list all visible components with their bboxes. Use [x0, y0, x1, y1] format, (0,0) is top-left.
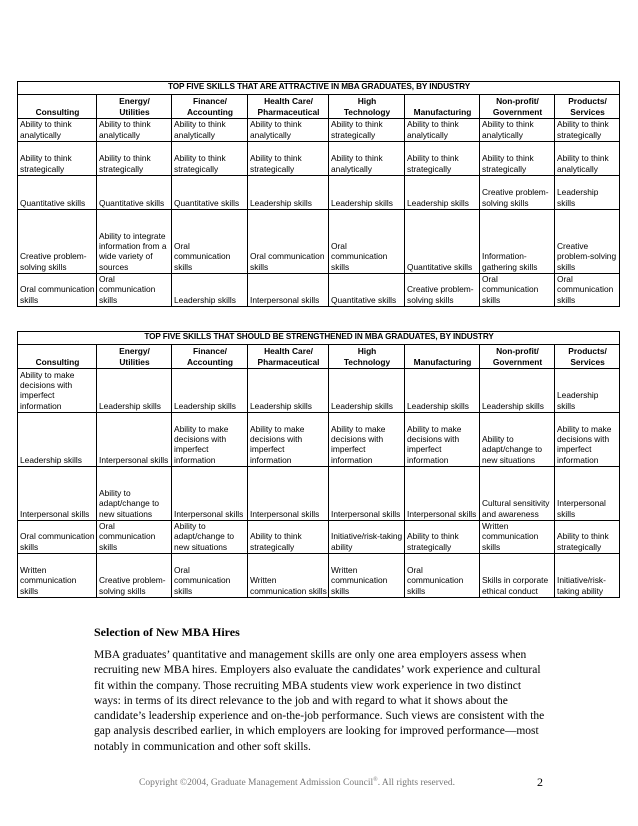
table-cell: Interpersonal skills — [555, 467, 620, 521]
table-row — [18, 119, 620, 142]
column-header: Energy/ Utilities — [97, 95, 172, 119]
table-row — [18, 467, 620, 521]
table-cell: Written communication skills — [18, 554, 97, 598]
table-cell: Oral communication skills — [555, 274, 620, 307]
copyright-text: Copyright ©2004, Graduate Management Admission Council — [139, 778, 374, 789]
table-cell: Initiative/risk-taking ability — [329, 521, 405, 554]
table-cell: Interpersonal skills — [172, 467, 248, 521]
column-header: Manufacturing — [405, 345, 480, 369]
table-cell: Written communication skills — [480, 521, 555, 554]
table-cell: Ability to make decisions with imperfect information — [329, 413, 405, 467]
table-row — [18, 413, 620, 467]
table-cell: Interpersonal skills — [248, 274, 329, 307]
table-cell: Ability to think analytically — [97, 119, 172, 142]
table-cell: Ability to adapt/change to new situations — [97, 467, 172, 521]
table-cell: Ability to adapt/change to new situations — [480, 413, 555, 467]
page-number: 2 — [537, 775, 543, 789]
table-cell: Leadership skills — [329, 176, 405, 210]
table-cell: Ability to make decisions with imperfect information — [405, 413, 480, 467]
table-header-row — [18, 345, 620, 369]
table-title: TOP FIVE SKILLS THAT ARE ATTRACTIVE IN MBA GRADUATES, BY INDUSTRY — [18, 82, 620, 95]
table-row — [18, 176, 620, 210]
table-cell: Ability to think strategically — [248, 142, 329, 176]
attractive-skills-table — [17, 81, 620, 307]
column-header: Consulting — [18, 95, 97, 119]
table-cell: Leadership skills — [172, 369, 248, 413]
table-cell: Ability to think strategically — [555, 119, 620, 142]
table-cell: Leadership skills — [97, 369, 172, 413]
section-heading: Selection of New MBA Hires — [94, 625, 240, 639]
table-cell: Oral communication skills — [329, 210, 405, 274]
table-row — [18, 142, 620, 176]
table-row — [18, 274, 620, 307]
table-cell: Leadership skills — [248, 369, 329, 413]
table-cell: Leadership skills — [248, 176, 329, 210]
table-header-row — [18, 95, 620, 119]
table-cell: Ability to think analytically — [480, 119, 555, 142]
table-cell: Oral communication skills — [480, 274, 555, 307]
table-cell: Written communication skills — [329, 554, 405, 598]
table-row — [18, 554, 620, 598]
table-cell: Ability to make decisions with imperfect information — [555, 413, 620, 467]
table-cell: Creative problem-solving skills — [405, 274, 480, 307]
table-cell: Ability to think analytically — [172, 119, 248, 142]
table-cell: Leadership skills — [555, 176, 620, 210]
table-row — [18, 521, 620, 554]
registered-mark: ® — [373, 777, 378, 783]
table-cell: Ability to integrate information from a wide variety of sources — [97, 210, 172, 274]
table-cell: Ability to think strategically — [480, 142, 555, 176]
table-cell: Information-gathering skills — [480, 210, 555, 274]
column-header: Non-profit/ Government — [480, 345, 555, 369]
column-header: High Technology — [329, 95, 405, 119]
table-cell: Skills in corporate ethical conduct — [480, 554, 555, 598]
column-header: Energy/ Utilities — [97, 345, 172, 369]
table-cell: Oral communication skills — [97, 274, 172, 307]
table-cell: Ability to think strategically — [405, 521, 480, 554]
table-cell: Ability to make decisions with imperfect information — [248, 413, 329, 467]
table-cell: Leadership skills — [555, 369, 620, 413]
table-title: TOP FIVE SKILLS THAT SHOULD BE STRENGTHENED IN MBA GRADUATES, BY INDUSTRY — [18, 332, 620, 345]
column-header: Finance/ Accounting — [172, 345, 248, 369]
table-cell: Initiative/risk-taking ability — [555, 554, 620, 598]
column-header: Finance/ Accounting — [172, 95, 248, 119]
table-cell: Interpersonal skills — [18, 467, 97, 521]
column-header: Products/ Services — [555, 345, 620, 369]
table-cell: Leadership skills — [172, 274, 248, 307]
table-cell: Quantitative skills — [172, 176, 248, 210]
table-cell: Leadership skills — [329, 369, 405, 413]
section-body: MBA graduates’ quantitative and management skills are only one area employers assess when recruiting new MBA hires. Employers also evaluate the candidates’ work experience and cultural fit within the company. Those recruiting MBA students view work experience in two distinct ways: in terms of its direct relevance to the job and with regard to what it shows about the candidate’s leadership experience and on-the-job performance. Such views are consistent with the gap analysis described earlier, in which employers are looking for improved performance—most notably in communication and other soft skills. — [94, 649, 545, 753]
table-cell: Oral communication skills — [97, 521, 172, 554]
table-cell: Ability to think strategically — [248, 521, 329, 554]
table-cell: Oral communication skills — [172, 210, 248, 274]
table-cell: Oral communication skills — [405, 554, 480, 598]
table-cell: Leadership skills — [405, 176, 480, 210]
table-cell: Creative problem-solving skills — [18, 210, 97, 274]
table-cell: Interpersonal skills — [329, 467, 405, 521]
table-cell: Oral communication skills — [172, 554, 248, 598]
table-cell: Oral communication skills — [18, 521, 97, 554]
table-cell: Quantitative skills — [329, 274, 405, 307]
table-cell: Quantitative skills — [18, 176, 97, 210]
table-cell: Quantitative skills — [97, 176, 172, 210]
column-header: Products/ Services — [555, 95, 620, 119]
table-cell: Ability to think strategically — [405, 142, 480, 176]
table-cell: Ability to think analytically — [248, 119, 329, 142]
copyright-footer — [139, 777, 455, 788]
table-row — [18, 210, 620, 274]
column-header: Consulting — [18, 345, 97, 369]
table-cell: Ability to think analytically — [405, 119, 480, 142]
table-cell: Leadership skills — [480, 369, 555, 413]
table-cell: Quantitative skills — [405, 210, 480, 274]
table-cell: Ability to think strategically — [555, 521, 620, 554]
table-row — [18, 369, 620, 413]
table-cell: Interpersonal skills — [405, 467, 480, 521]
column-header: Non-profit/ Government — [480, 95, 555, 119]
table-cell: Oral communication skills — [248, 210, 329, 274]
column-header: High Technology — [329, 345, 405, 369]
column-header: Health Care/ Pharmaceutical — [248, 345, 329, 369]
table-cell: Ability to think strategically — [329, 119, 405, 142]
table-cell: Ability to make decisions with imperfect information — [18, 369, 97, 413]
table-cell: Ability to think analytically — [555, 142, 620, 176]
table-cell: Leadership skills — [18, 413, 97, 467]
table-cell: Ability to think strategically — [97, 142, 172, 176]
table-cell: Ability to think strategically — [18, 142, 97, 176]
table-cell: Ability to adapt/change to new situations — [172, 521, 248, 554]
table-cell: Ability to make decisions with imperfect information — [172, 413, 248, 467]
table-cell: Creative problem-solving skills — [555, 210, 620, 274]
table-cell: Creative problem-solving skills — [480, 176, 555, 210]
table-cell: Cultural sensitivity and awareness — [480, 467, 555, 521]
table-cell: Interpersonal skills — [248, 467, 329, 521]
table-cell: Interpersonal skills — [97, 413, 172, 467]
table-cell: Written communication skills — [248, 554, 329, 598]
table-cell: Ability to think analytically — [329, 142, 405, 176]
table-cell: Leadership skills — [405, 369, 480, 413]
rights-text: . All rights reserved. — [377, 778, 456, 789]
column-header: Manufacturing — [405, 95, 480, 119]
strengthen-skills-table — [17, 331, 620, 598]
table-cell: Ability to think strategically — [172, 142, 248, 176]
column-header: Health Care/ Pharmaceutical — [248, 95, 329, 119]
table-cell: Creative problem-solving skills — [97, 554, 172, 598]
table-cell: Oral communication skills — [18, 274, 97, 307]
table-cell: Ability to think analytically — [18, 119, 97, 142]
